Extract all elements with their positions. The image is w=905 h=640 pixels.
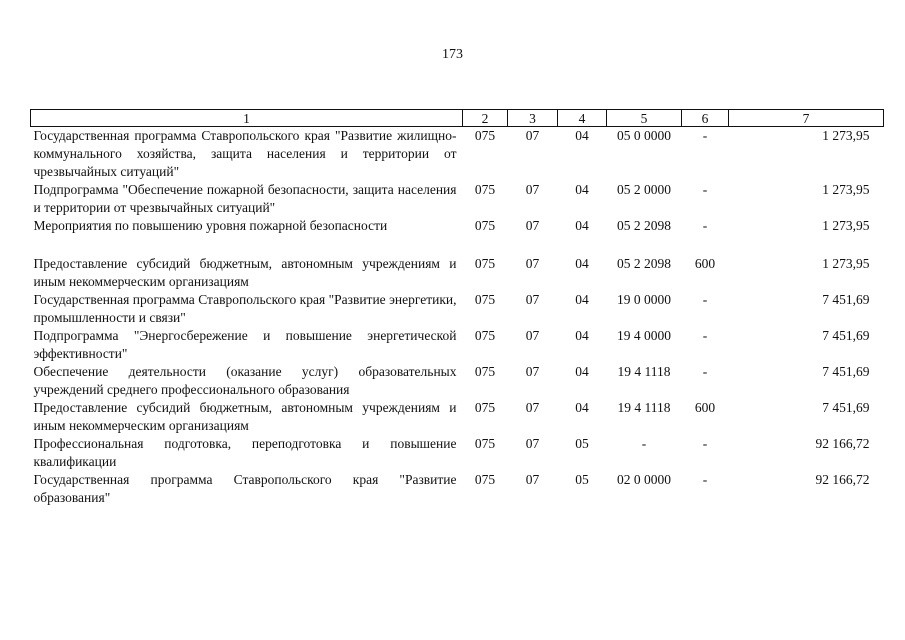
budget-table (30, 109, 884, 507)
row-col-3: 07 (525, 292, 540, 307)
row-col-6: 600 (694, 256, 716, 271)
table-row (31, 181, 884, 217)
page-number: 173 (442, 47, 463, 62)
row-col-2: 075 (474, 218, 496, 233)
row-col-6: - (702, 328, 708, 343)
row-col-4: 05 (575, 436, 589, 451)
row-name: Подпрограмма "Обеспечение пожарной безопасности, защита населения и территории от чрезвычайных ситуаций" (33, 182, 457, 215)
row-col-3: 07 (525, 218, 540, 233)
row-col-4: 04 (575, 128, 589, 143)
row-col-2: 075 (474, 472, 496, 487)
row-name: Государственная программа Ставропольского края "Развитие энергетики, промышленности и связи" (33, 292, 457, 325)
row-col-4: 04 (575, 256, 589, 271)
row-col-3: 07 (525, 472, 540, 487)
row-name: Государственная программа Ставропольского края "Развитие жилищно-коммунального хозяйства, защита населения и территории от чрезвычайных ситуаций" (33, 128, 457, 179)
row-amount: 7 451,69 (822, 364, 870, 379)
table-row (31, 291, 884, 327)
row-col-6: 600 (694, 400, 716, 415)
row-col-2: 075 (474, 364, 496, 379)
row-col-5: 19 4 0000 (617, 328, 671, 343)
row-col-3: 07 (525, 256, 540, 271)
row-col-6: - (702, 182, 708, 197)
table-row (31, 471, 884, 507)
column-header-6: 6 (682, 110, 729, 127)
row-name: Предоставление субсидий бюджетным, автономным учреждениям и иным некоммерческим организациям (33, 256, 457, 289)
column-header-1: 1 (31, 110, 463, 127)
row-col-4: 04 (575, 218, 589, 233)
row-col-5: 19 4 1118 (617, 364, 671, 379)
table-row (31, 399, 884, 435)
row-col-2: 075 (474, 292, 496, 307)
row-col-3: 07 (525, 128, 540, 143)
row-name: Государственная программа Ставропольского края "Развитие образования" (33, 472, 457, 505)
table-row (31, 435, 884, 471)
row-col-5: 02 0 0000 (617, 472, 671, 487)
row-col-2: 075 (474, 436, 496, 451)
row-name: Обеспечение деятельности (оказание услуг) образовательных учреждений среднего профессионального образования (33, 364, 457, 397)
row-amount: 1 273,95 (822, 256, 870, 271)
row-col-6: - (702, 218, 708, 233)
table-row (31, 217, 884, 255)
table-row (31, 327, 884, 363)
row-col-5: 05 0 0000 (617, 128, 671, 143)
row-col-6: - (702, 436, 708, 451)
row-col-5: 05 2 2098 (617, 218, 671, 233)
row-col-2: 075 (474, 400, 496, 415)
column-header-2: 2 (463, 110, 508, 127)
row-col-4: 04 (575, 400, 589, 415)
row-col-3: 07 (525, 436, 540, 451)
row-amount: 7 451,69 (822, 292, 870, 307)
row-amount: 7 451,69 (822, 328, 870, 343)
row-amount: 92 166,72 (815, 436, 870, 451)
row-col-5: 05 2 2098 (617, 256, 671, 271)
column-header-7: 7 (729, 110, 884, 127)
row-amount: 7 451,69 (822, 400, 870, 415)
row-col-6: - (702, 292, 708, 307)
row-col-2: 075 (474, 128, 496, 143)
row-amount: 1 273,95 (822, 182, 870, 197)
row-col-6: - (702, 364, 708, 379)
row-col-5: 05 2 0000 (617, 182, 671, 197)
row-col-5: 19 4 1118 (617, 400, 671, 415)
row-col-5: 19 0 0000 (617, 292, 671, 307)
row-col-4: 05 (575, 472, 589, 487)
row-col-4: 04 (575, 182, 589, 197)
row-name: Подпрограмма "Энергосбережение и повышение энергетической эффективности" (33, 328, 457, 361)
row-col-3: 07 (525, 400, 540, 415)
row-name: Мероприятия по повышению уровня пожарной безопасности (33, 218, 388, 233)
row-col-2: 075 (474, 328, 496, 343)
column-numbers-row (31, 110, 884, 127)
row-col-4: 04 (575, 328, 589, 343)
row-col-6: - (702, 128, 708, 143)
column-header-3: 3 (508, 110, 558, 127)
row-col-3: 07 (525, 182, 540, 197)
row-col-6: - (702, 472, 708, 487)
row-col-4: 04 (575, 292, 589, 307)
column-header-4: 4 (558, 110, 607, 127)
row-amount: 1 273,95 (822, 128, 870, 143)
row-amount: 1 273,95 (822, 218, 870, 233)
row-col-2: 075 (474, 182, 496, 197)
row-col-4: 04 (575, 364, 589, 379)
row-col-5: - (641, 436, 647, 451)
row-name: Предоставление субсидий бюджетным, автономным учреждениям и иным некоммерческим организациям (33, 400, 457, 433)
table-row (31, 255, 884, 291)
row-col-3: 07 (525, 364, 540, 379)
table-row (31, 127, 884, 182)
row-name: Профессиональная подготовка, переподготовка и повышение квалификации (33, 436, 457, 469)
row-amount: 92 166,72 (815, 472, 870, 487)
column-header-5: 5 (607, 110, 682, 127)
row-col-2: 075 (474, 256, 496, 271)
row-col-3: 07 (525, 328, 540, 343)
table-row (31, 363, 884, 399)
